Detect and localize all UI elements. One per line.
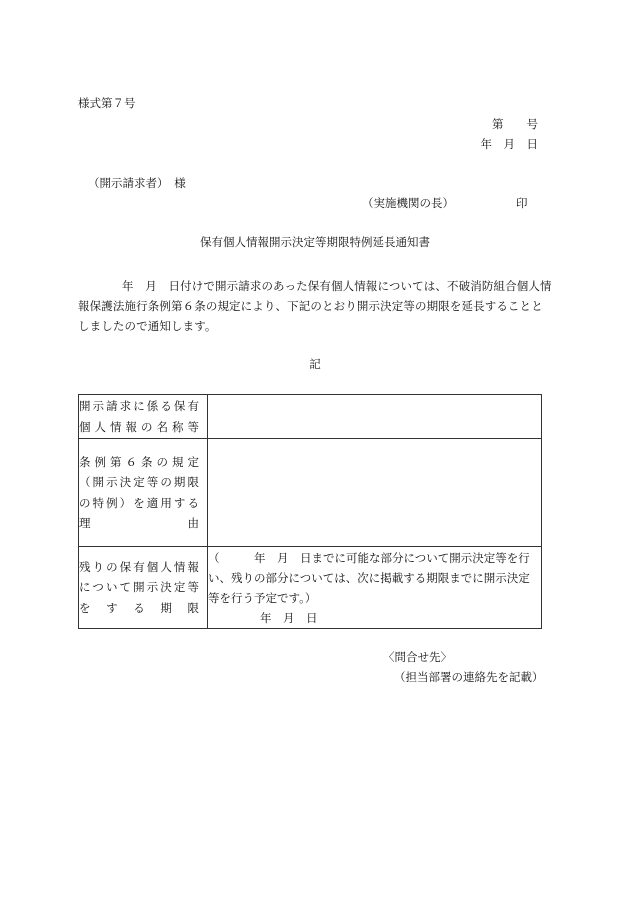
table-row (79, 395, 542, 439)
label-line: の特例）を適用する (79, 495, 199, 510)
form-number: 様式第７号 (78, 96, 136, 110)
row-label-target-info (79, 395, 208, 439)
label-line: をする期限 (79, 600, 199, 615)
notice-table (78, 394, 542, 629)
contact-detail: （担当部署の連絡先を記載） (394, 670, 544, 684)
seal-mark: 印 (516, 196, 528, 210)
table-row (79, 439, 542, 547)
ki-heading: 記 (309, 357, 321, 371)
label-line: 個人情報の名称等 (79, 419, 199, 434)
deadline-text-line: （ 年 月 日までに可能な部分について開示決定等を行 (208, 550, 530, 565)
label-line: （開示決定等の期限 (79, 475, 199, 489)
table-row (79, 547, 542, 629)
row-label-reason (79, 439, 208, 547)
row-value-deadline (208, 547, 542, 629)
issuer-title: （実施機関の長） (362, 196, 454, 210)
row-value-target-info (208, 395, 542, 439)
contact-heading: 〈問合せ先〉 (383, 650, 452, 664)
deadline-text-line: い、残りの部分については、次に掲載する期限までに開示決定 (208, 570, 530, 585)
document-number: 第 号 (492, 117, 538, 131)
label-line: 理由 (79, 516, 199, 530)
document-date: 年 月 日 (480, 137, 538, 151)
body-line: 情報保護法施行条例第６条の規定により、下記のとおり開示決定等の期限を延長すること (78, 279, 552, 313)
label-line: 残りの保有個人情報 (79, 559, 199, 574)
body-line: としましたので通知します。 (78, 299, 543, 333)
label-line: 条例第６条の規定 (79, 454, 199, 469)
body-line: 年 月 日付けで開示請求のあった保有個人情報については、不破消防組合個人 (122, 279, 540, 293)
addressee: （開示請求者） 様 (88, 176, 186, 190)
label-line: について開示決定等 (79, 580, 199, 595)
document-title: 保有個人情報開示決定等期限特例延長通知書 (200, 235, 430, 249)
notice-body (78, 276, 554, 336)
label-line: 開示請求に係る保有 (79, 399, 199, 413)
deadline-date: 年 月 日 (260, 610, 318, 625)
row-value-reason (208, 439, 542, 547)
deadline-text-line: 等を行う予定です。） (208, 590, 317, 605)
row-label-deadline (79, 547, 208, 629)
